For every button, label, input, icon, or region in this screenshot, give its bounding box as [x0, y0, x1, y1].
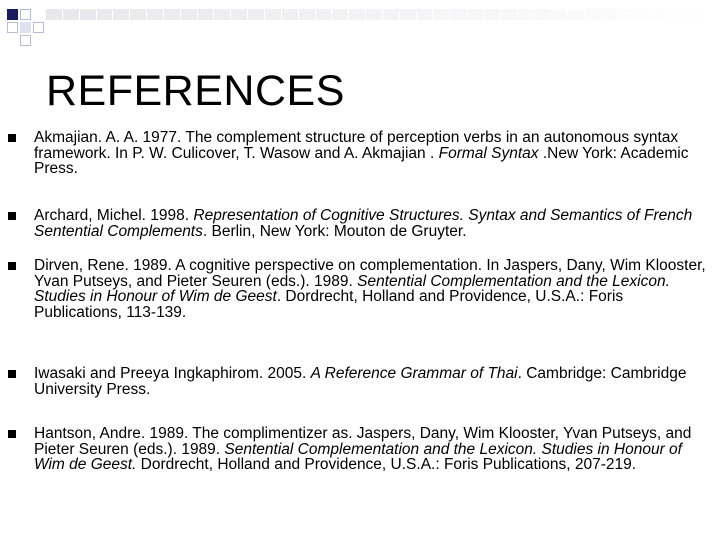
bar-segment — [282, 9, 299, 20]
bar-segment — [518, 9, 535, 20]
reference-title-italic: Representation of Cognitive Structures. Syntax and Semantics of French Sentential Complements — [34, 207, 693, 240]
reference-item — [34, 208, 714, 239]
bar-segment — [299, 9, 316, 20]
reference-item — [34, 130, 714, 177]
bar-segment — [585, 9, 602, 20]
bar-segment — [383, 9, 400, 20]
bar-segment — [619, 9, 636, 20]
bar-segment — [147, 9, 164, 20]
decorative-square — [7, 22, 18, 33]
top-decorative-bar — [46, 9, 720, 20]
square-bullet-icon — [8, 212, 16, 220]
reference-title-italic: Formal Syntax — [438, 144, 539, 162]
reference-text: Iwasaki and Preeya Ingkaphirom. 2005. — [34, 365, 311, 382]
bar-segment — [80, 9, 97, 20]
bar-segment — [669, 9, 686, 20]
bar-segment — [366, 9, 383, 20]
reference-text: . Cambridge: Cambridge University Press. — [34, 365, 687, 398]
decorative-square — [20, 9, 31, 20]
bar-segment — [181, 9, 198, 20]
square-bullet-icon — [8, 370, 16, 378]
bar-segment — [433, 9, 450, 20]
bar-segment — [248, 9, 265, 20]
bar-segment — [450, 9, 467, 20]
bar-segment — [332, 9, 349, 20]
reference-text: Dirven, Rene. 1989. A cognitive perspective on complementation. In Jaspers, Dany, Wim Klooster, Yvan Putseys, and Pieter Seuren (eds.). 1989. — [34, 257, 706, 290]
square-bullet-icon — [8, 430, 16, 438]
decorative-square — [7, 9, 18, 20]
square-bullet-icon — [8, 134, 16, 142]
reference-text: Akmajian. A. A. 1977. The complement structure of perception verbs in an autonomous syntax framework. In P. W. Culicover, T. Wasow and A. Akmajian . — [34, 129, 679, 162]
bar-segment — [551, 9, 568, 20]
bar-segment — [636, 9, 653, 20]
bar-segment — [97, 9, 114, 20]
reference-item — [34, 366, 714, 397]
bar-segment — [534, 9, 551, 20]
bar-segment — [231, 9, 248, 20]
bar-segment — [652, 9, 669, 20]
bar-segment — [417, 9, 434, 20]
bar-segment — [46, 9, 63, 20]
bar-segment — [400, 9, 417, 20]
bar-segment — [484, 9, 501, 20]
reference-text: . Dordrecht, Holland and Providence, U.S.A.: Foris Publications, 113-139. — [34, 288, 624, 321]
decorative-square — [20, 22, 31, 33]
reference-item — [34, 258, 714, 320]
reference-text: . Berlin, New York: Mouton de Gruyter. — [202, 222, 467, 240]
bar-segment — [214, 9, 231, 20]
bar-segment — [686, 9, 703, 20]
bar-segment — [703, 9, 720, 20]
reference-title-italic: Sentential Complementation and the Lexicon. Studies in Honour of Wim de Geest. — [34, 440, 682, 473]
reference-title-italic: Sentential Complementation and the Lexicon. Studies in Honour of Wim de Geest — [34, 272, 670, 305]
bar-segment — [467, 9, 484, 20]
bar-segment — [113, 9, 130, 20]
bar-segment — [349, 9, 366, 20]
decorative-square — [33, 22, 44, 33]
bar-segment — [130, 9, 147, 20]
bar-segment — [568, 9, 585, 20]
bar-segment — [164, 9, 181, 20]
reference-title-italic: A Reference Grammar of Thai — [310, 365, 518, 382]
bar-segment — [602, 9, 619, 20]
decorative-square — [20, 35, 31, 46]
square-bullet-icon — [8, 262, 16, 270]
bar-segment — [265, 9, 282, 20]
reference-text: Archard, Michel. 1998. — [34, 207, 194, 224]
bar-segment — [316, 9, 333, 20]
reference-text: Dordrecht, Holland and Providence, U.S.A.: Foris Publications, 207-219. — [136, 456, 637, 473]
bar-segment — [63, 9, 80, 20]
reference-item — [34, 426, 714, 473]
reference-text: Hantson, Andre. 1989. The complimentizer as. Jaspers, Dany, Wim Klooster, Yvan Putseys, and Pieter Seuren (eds.). 1989. — [34, 425, 692, 458]
reference-text: .New York: Academic Press. — [34, 144, 689, 177]
bar-segment — [198, 9, 215, 20]
bar-segment — [501, 9, 518, 20]
page-title: REFERENCES — [46, 67, 345, 115]
